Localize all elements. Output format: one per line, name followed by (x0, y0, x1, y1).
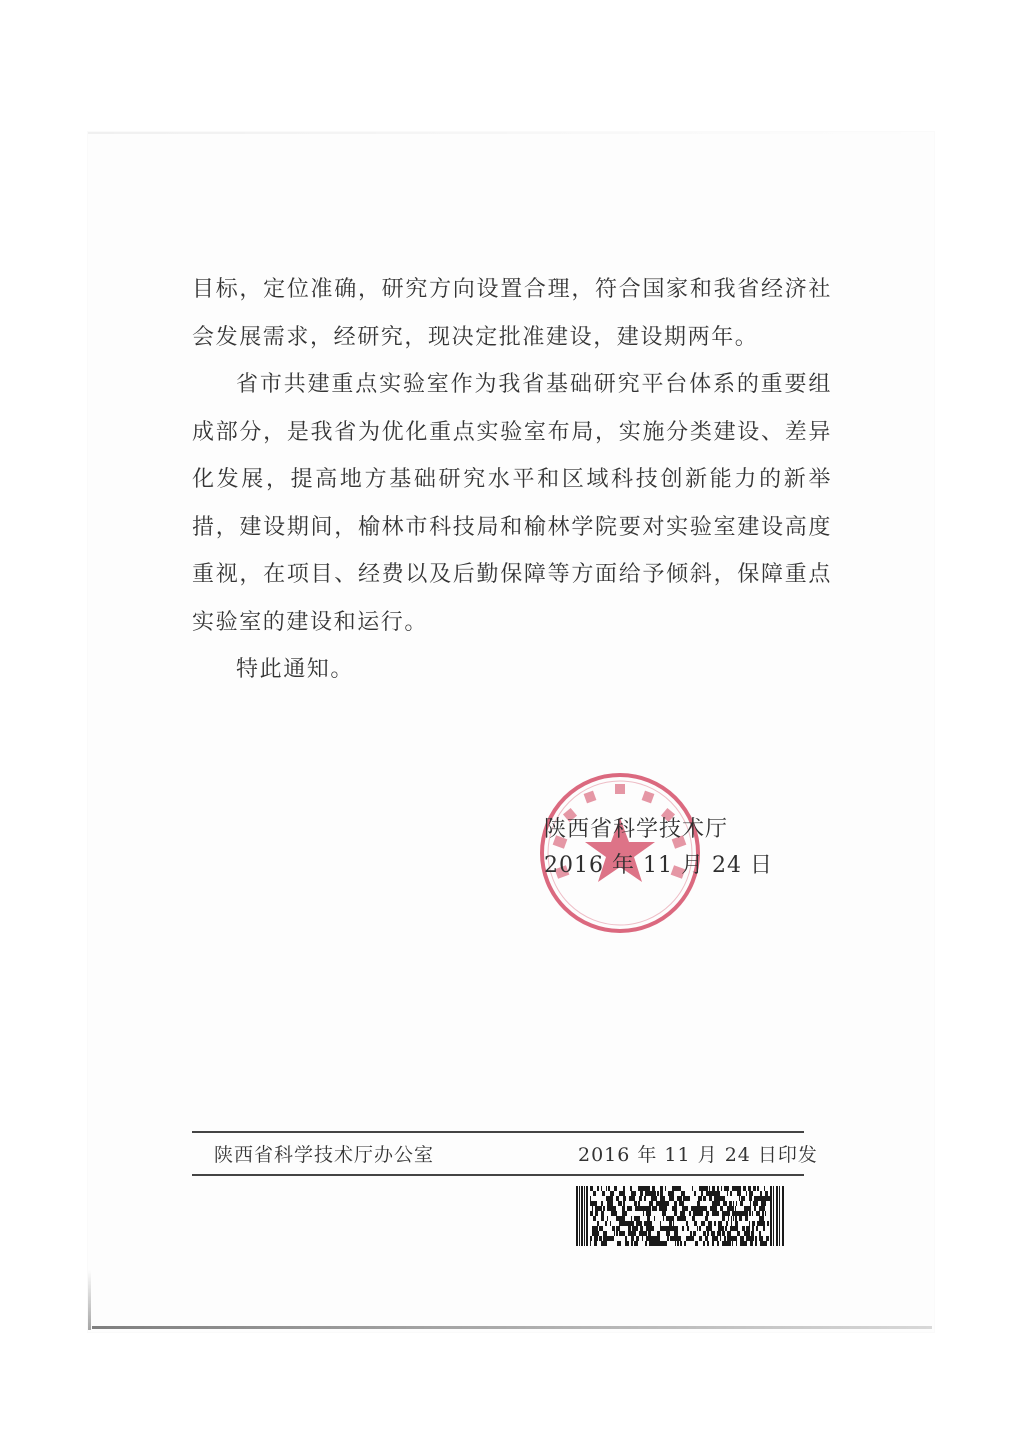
signing-date: 2016 年 11 月 24 日 (544, 853, 773, 878)
page-bottom-edge (92, 1326, 932, 1329)
signing-organization: 陕西省科学技术厅 (544, 817, 729, 842)
signature-block (544, 812, 773, 884)
body-paragraph-3: 特此通知。 (236, 657, 355, 682)
footer-rule-bottom (192, 1174, 804, 1176)
body-paragraph-2: 省市共建重点实验室作为我省基础研究平台体系的重要组成部分，是我省为优化重点实验室布局，实施分类建设、差异化发展，提高地方基础研究水平和区域科技创新能力的新举措，建设期间，榆林市科技局和榆林学院要对实验室建设高度重视，在项目、经费以及后勤保障等方面给予倾斜，保障重点实验室的建设和运行。 (192, 372, 832, 635)
page-left-edge (88, 1270, 91, 1330)
body-paragraph-1: 目标，定位准确，研究方向设置合理，符合国家和我省经济社会发展需求，经研究，现决定批准建设，建设期两年。 (192, 277, 832, 350)
page-top-edge (88, 132, 934, 134)
footer-issuer: 陕西省科学技术厅办公室 (214, 1144, 435, 1166)
barcode-icon (576, 1186, 784, 1246)
footer-rule-top (192, 1131, 804, 1133)
document-body (192, 266, 832, 694)
footer-issue-date: 2016 年 11 月 24 日印发 (578, 1144, 818, 1166)
